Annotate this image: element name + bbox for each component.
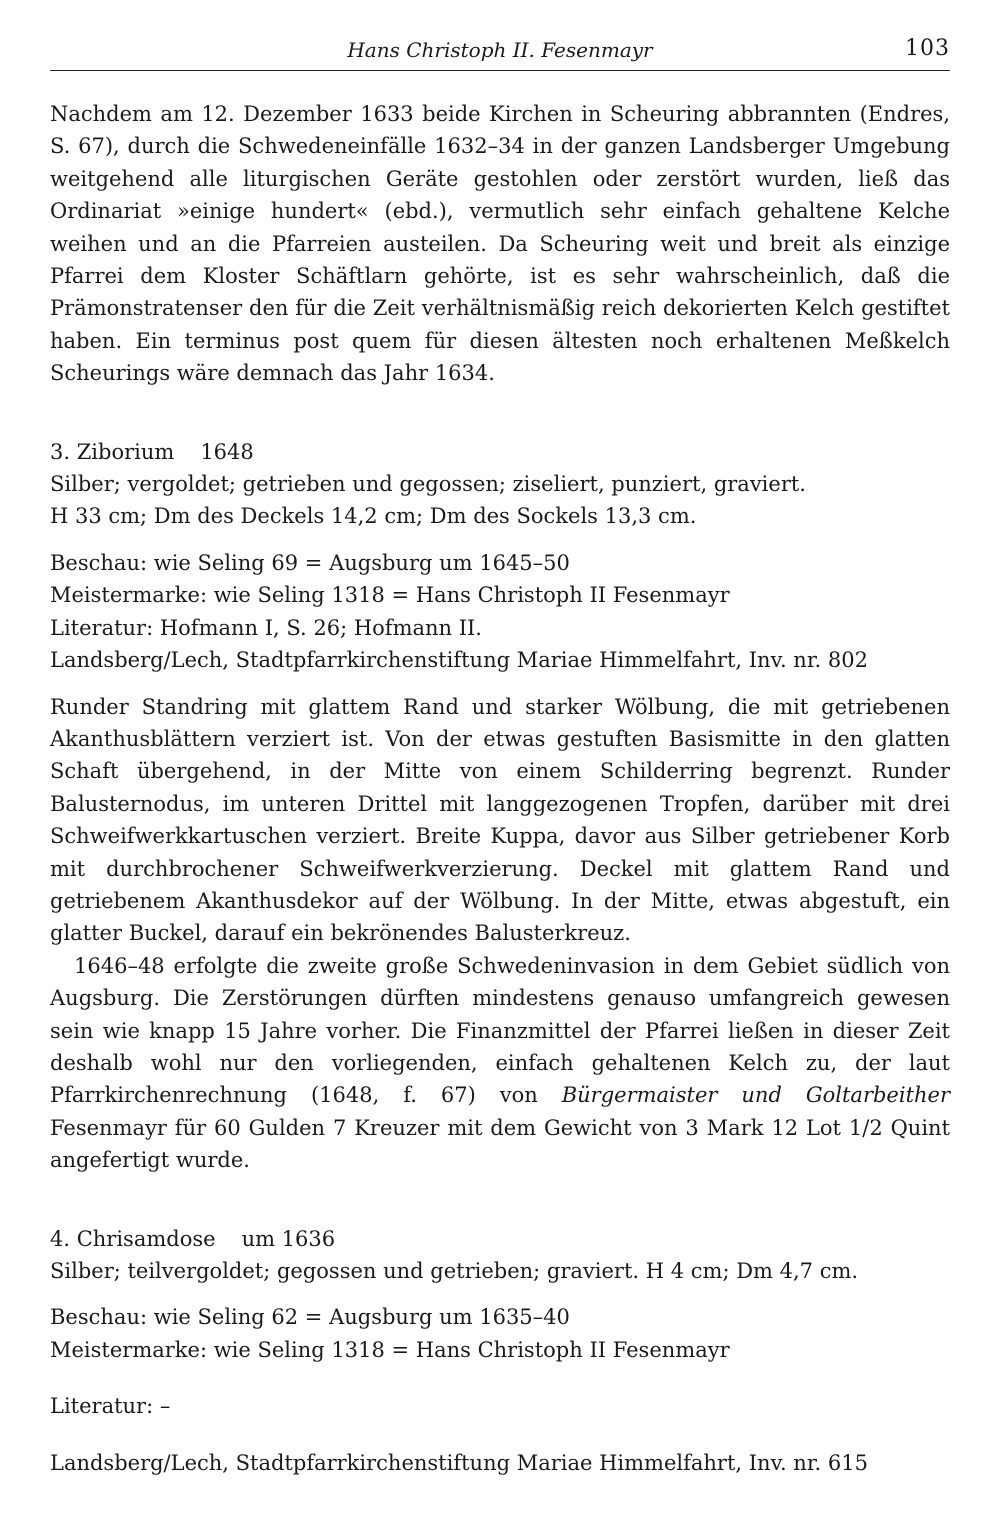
- history-text-end: Fesenmayr für 60 Gulden 7 Kreuzer mit dem Gewicht von 3 Mark 12 Lot 1/2 Quint angefertigt wurde.: [50, 1115, 950, 1173]
- entry-4-beschau: Beschau: wie Seling 62 = Augsburg um 1635–40: [50, 1305, 570, 1330]
- entry-3-description: Runder Standring mit glattem Rand und starker Wölbung, die mit getriebenen Akanthusblättern verziert ist. Von der etwas gestuften Basismitte in den glatten Schaft übergehend, in der Mitte von einem Schilderring begrenzt. Runder Balusternodus, im unteren Drittel mit langgezogenen Tropfen, darüber mit drei Schweifwerkkartuschen verziert. Breite Kuppa, davor aus Silber getriebener Korb mit durchbrochener Schweifwerkverzierung. Deckel mit glattem Rand und getriebenem Akanthusdekor auf der Wölbung. In der Mitte, etwas abgestuft, ein glatter Buckel, darauf ein bekrönendes Balusterkreuz.: [50, 694, 950, 946]
- page-body: [50, 98, 950, 1479]
- history-text-start: 1646–48 erfolgte die zweite große Schwedeninvasion in dem Gebiet südlich von Augsburg. Die Zerstörungen dürften mindestens genauso umfangreich gewesen sein wie knapp 15 Jahre vorher. Die Finanzmittel der Pfarrei ließen in dieser Zeit deshalb wohl nur den vorliegenden, einfach gehaltenen Kelch zu, der laut Pfarrkirchenrechnung (1648, f. 67) von: [50, 953, 950, 1108]
- running-title: Hans Christoph II. Fesenmayr: [347, 38, 653, 62]
- entry-3-date: 1648: [200, 439, 254, 464]
- intro-paragraph: Nachdem am 12. Dezember 1633 beide Kirchen in Scheuring abbrannten (Endres, S. 67), durch die Schwedeneinfälle 1632–34 in der ganzen Landsberger Umgebung weitgehend alle liturgischen Geräte gestohlen oder zerstört wurden, ließ das Ordinariat »einige hundert« (ebd.), vermutlich sehr einfach gehaltene Kelche weihen und an die Pfarreien austeilen. Da Scheuring weit und breit als einzige Pfarrei dem Kloster Schäftlarn gehörte, ist es sehr wahrscheinlich, daß die Prämonstratenser den für die Zeit verhältnismäßig reich dekorierten Kelch gestiftet haben. Ein terminus post quem für diesen ältesten noch erhaltenen Meßkelch Scheurings wäre demnach das Jahr 1634.: [50, 102, 950, 386]
- entry-3-title: 3. Ziborium: [50, 439, 175, 464]
- entry-4-meistermarke: Meistermarke: wie Seling 1318 = Hans Christoph II Fesenmayr: [50, 1337, 730, 1362]
- entry-4-material: Silber; teilvergoldet; gegossen und getrieben; graviert. H 4 cm; Dm 4,7 cm.: [50, 1259, 859, 1283]
- entry-4-date: um 1636: [241, 1226, 336, 1251]
- entry-3-history: [50, 950, 950, 1177]
- entry-4-literatur: Literatur: –: [50, 1394, 171, 1419]
- entry-3-beschau: Beschau: wie Seling 69 = Augsburg um 1645–50: [50, 550, 570, 575]
- entry-4-title: 4. Chrisamdose: [50, 1226, 216, 1251]
- entry-3-material: Silber; vergoldet; getrieben und gegossen; ziseliert, punziert, graviert.: [50, 472, 806, 497]
- entry-4-location: Landsberg/Lech, Stadtpfarrkirchenstiftung Mariae Himmelfahrt, Inv. nr. 615: [50, 1450, 868, 1475]
- page-header: [50, 36, 950, 71]
- entry-3-heading: [50, 436, 950, 468]
- entry-3-literatur: Literatur: Hofmann I, S. 26; Hofmann II.: [50, 615, 482, 640]
- entry-3-dimensions: H 33 cm; Dm des Deckels 14,2 cm; Dm des Sockels 13,3 cm.: [50, 504, 697, 529]
- entry-4-heading: [50, 1223, 950, 1255]
- page-number: 103: [905, 36, 950, 61]
- history-italic-quote: Bürgermaister und Goltarbeither: [561, 1083, 951, 1108]
- entry-3-meistermarke: Meistermarke: wie Seling 1318 = Hans Christoph II Fesenmayr: [50, 583, 730, 608]
- entry-3-location: Landsberg/Lech, Stadtpfarrkirchenstiftung Mariae Himmelfahrt, Inv. nr. 802: [50, 648, 868, 673]
